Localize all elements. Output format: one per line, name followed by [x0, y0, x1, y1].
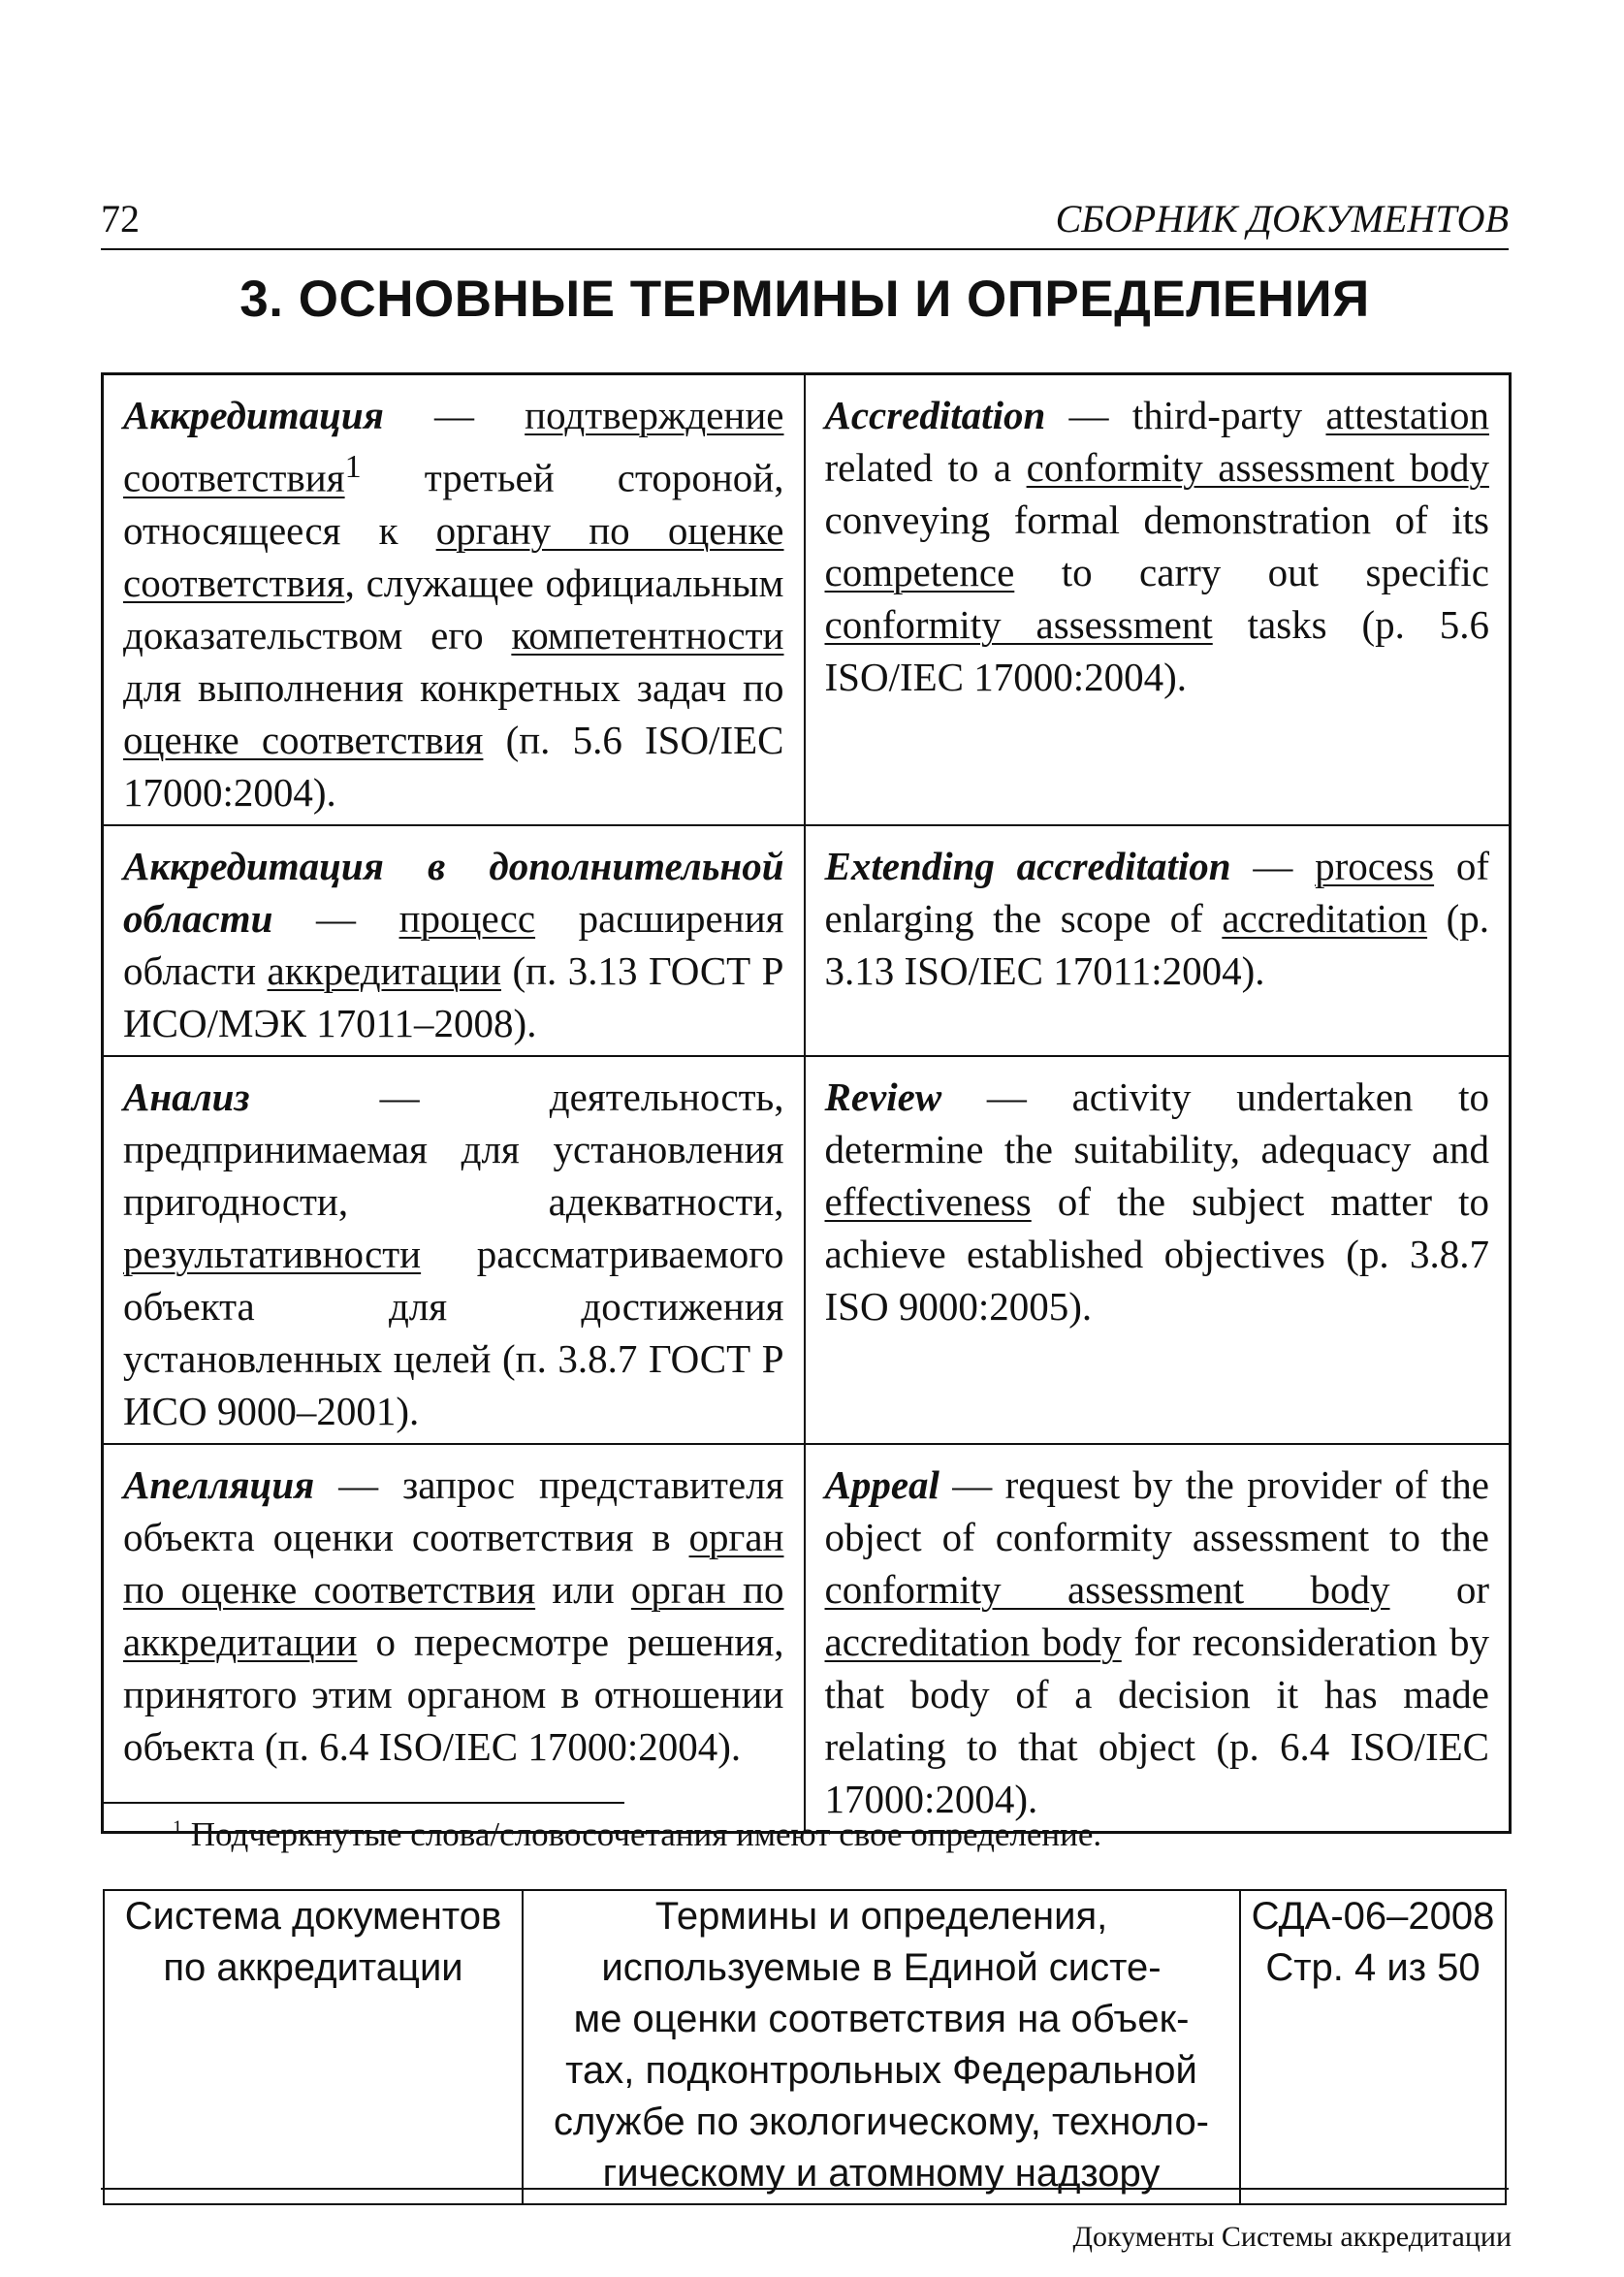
- term-name: Accreditation: [824, 393, 1046, 437]
- term-row: [103, 1056, 1511, 1444]
- page-number: 72: [101, 197, 140, 241]
- stamp-title-line: тах, подконтрольных Федеральной: [565, 2049, 1197, 2092]
- defined-term-link: органу по оценке соответствия: [123, 507, 784, 605]
- stamp-title-line: гическому и атомному надзору: [602, 2152, 1161, 2195]
- defined-term-link: оценке соответствия: [123, 717, 484, 762]
- term-name: Appeal: [824, 1461, 939, 1507]
- stamp-code-cell: [1240, 1890, 1506, 2204]
- section-title: 3. ОСНОВНЫЕ ТЕРМИНЫ И ОПРЕДЕЛЕНИЯ: [239, 271, 1370, 328]
- page-of-total: Стр. 4 из 50: [1265, 1946, 1481, 1989]
- defined-term-link: effectiveness: [824, 1178, 1032, 1224]
- defined-term-link: accreditation body: [824, 1619, 1122, 1664]
- defined-term-link: компетентности: [511, 612, 784, 657]
- term-name: Extending accreditation: [824, 843, 1231, 888]
- stamp-title-line: службе по экологическому, техноло-: [553, 2101, 1210, 2143]
- term-name: Review: [824, 1074, 942, 1119]
- defined-term-link: attestation: [1325, 393, 1489, 437]
- defined-term-link: подтверждение соответствия: [123, 393, 784, 500]
- term-ru: Аккредитация в дополнительной области — процесс расширения области аккредитации (п. 3.13 ГОСТ Р ИСО/МЭК 17011–2008).: [103, 825, 805, 1056]
- document-code: СДА-06–2008: [1251, 1895, 1495, 1938]
- defined-term-link: результативности: [123, 1231, 422, 1276]
- stamp-title-cell: [523, 1890, 1240, 2204]
- term-name: Анализ: [123, 1074, 250, 1119]
- term-en: Accreditation — third-party attestation related to a conformity assessment body conveying formal demonstration of its competence to carry out specific conformity assessment tasks (p. 5.6 ISO/IEC 17000:2004).: [805, 374, 1511, 825]
- footer-divider: [101, 2188, 1509, 2190]
- footnote-mark: 1: [173, 1816, 182, 1839]
- footer-text: Документы Системы аккредитации: [1072, 2221, 1512, 2253]
- stamp-title-line: ме оценки соответствия на объек-: [573, 1998, 1190, 2040]
- defined-term-link: competence: [824, 550, 1015, 594]
- footnote-text: Подчеркнутые слова/словосочетания имеют свое определение.: [182, 1815, 1102, 1853]
- defined-term-link: аккредитации: [267, 947, 501, 993]
- term-ru: Анализ — деятельность, предпринимаемая для установления пригодности, адекватности, результативности рассматриваемого объекта для достижения установленных целей (п. 3.8.7 ГОСТ Р ИСО 9000–2001).: [103, 1056, 805, 1444]
- running-header: [101, 190, 1509, 250]
- term-name: Аккредитация: [123, 393, 384, 437]
- term-row: [103, 825, 1511, 1056]
- running-title: СБОРНИК ДОКУМЕНТОВ: [1055, 197, 1509, 241]
- term-en: Review — activity undertaken to determine the suitability, adequacy and effectiveness of the subject matter to achieve established objectives (p. 3.8.7 ISO 9000:2005).: [805, 1056, 1511, 1444]
- footnote-divider: [101, 1802, 624, 1804]
- term-ru: Аккредитация — подтверждение соответствия$^1$ третьей стороной, относящееся к органу по оценке соответствия, служащее официальным доказательством его компетентности для выполнения конкретных задач по оценке соответствия (п. 5.6 ISO/IEC 17000:2004).: [103, 374, 805, 825]
- defined-term-link: орган по оценке соответствия: [123, 1514, 784, 1612]
- term-name: Аккредитация в дополнительной области: [123, 843, 784, 941]
- stamp-system-line: по аккредитации: [163, 1946, 463, 1989]
- defined-term-link: conformity assessment: [824, 602, 1213, 647]
- term-ru: Апелляция — запрос представителя объекта оценки соответствия в орган по оценке соответствия или орган по аккредитации о пересмотре решения, принятого этим органом в отношении объекта (п. 6.4 ISO/IEC 17000:2004).: [103, 1444, 805, 1833]
- defined-term-link: conformity assessment body: [824, 1566, 1390, 1612]
- stamp-system-line: Система документов: [124, 1895, 502, 1938]
- footnote: [173, 1815, 1101, 1854]
- defined-term-link: accreditation: [1222, 895, 1428, 941]
- defined-term-link: conformity assessment body: [1026, 445, 1489, 490]
- term-en: Extending accreditation — process of enlarging the scope of accreditation (p. 3.13 ISO/IEC 17011:2004).: [805, 825, 1511, 1056]
- term-en: Appeal — request by the provider of the object of conformity assessment to the conformity assessment body or accreditation body for reconsideration by that body of a decision it has made relating to that object (p. 6.4 ISO/IEC 17000:2004).: [805, 1444, 1511, 1833]
- footnote-mark: 1: [344, 449, 362, 485]
- stamp-title-line: Термины и определения,: [654, 1895, 1108, 1938]
- term-row: [103, 374, 1511, 825]
- terms-table: [101, 372, 1512, 1834]
- stamp-system-cell: [104, 1890, 523, 2204]
- defined-term-link: орган по аккредитации: [123, 1566, 784, 1664]
- term-row: [103, 1444, 1511, 1833]
- stamp-title-line: используемые в Единой систе-: [601, 1946, 1162, 1989]
- defined-term-link: process: [1315, 843, 1435, 888]
- term-name: Апелляция: [123, 1461, 315, 1507]
- defined-term-link: процесс: [398, 895, 536, 941]
- document-stamp-table: [103, 1889, 1507, 2205]
